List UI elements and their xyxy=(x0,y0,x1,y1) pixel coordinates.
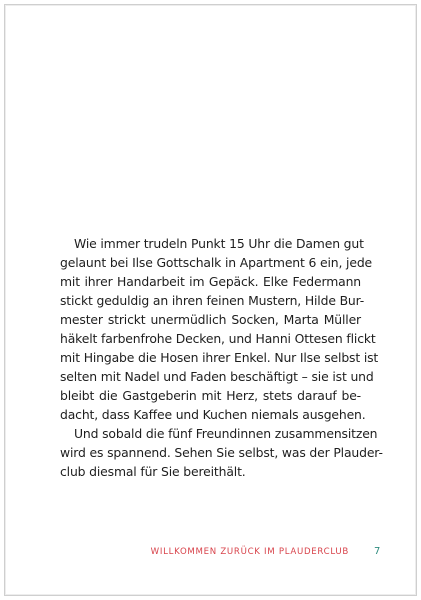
paragraph-2-line-2: wird es spannend. Sehen Sie selbst, was der Plauder- xyxy=(60,445,383,460)
paragraph-1-line-9: bleibt die Gastgeberin mit Herz, stets darauf be- xyxy=(60,388,361,403)
paragraph-1-line-8: selten mit Nadel und Faden beschäftigt – sie ist und xyxy=(60,369,374,384)
running-title: WILLKOMMEN ZURÜCK IM PLAUDERCLUB xyxy=(150,547,349,557)
paragraph-1-line-4: stickt geduldig an ihren feinen Mustern, Hilde Bur- xyxy=(60,293,365,308)
paragraph-1-line-10: dacht, dass Kaffee und Kuchen niemals ausgehen. xyxy=(60,407,366,422)
paragraph-1-line-3: mit ihrer Handarbeit im Gepäck. Elke Federmann xyxy=(60,274,361,289)
paragraph-1-line-6: häkelt farbenfrohe Decken, und Hanni Ottesen flickt xyxy=(60,331,376,346)
page-number: 7 xyxy=(374,546,381,557)
paragraph-1-line-1: Wie immer trudeln Punkt 15 Uhr die Damen gut xyxy=(74,236,364,251)
paragraph-2-line-3: club diesmal für Sie bereithält. xyxy=(60,464,246,479)
paragraph-2-line-1: Und sobald die fünf Freundinnen zusammensitzen xyxy=(74,426,378,441)
paragraph-1-line-2: gelaunt bei Ilse Gottschalk in Apartment 6 ein, jede xyxy=(60,255,373,270)
paragraph-1-line-7: mit Hingabe die Hosen ihrer Enkel. Nur Ilse selbst ist xyxy=(60,350,379,365)
paragraph-1-line-5: mester strickt unermüdlich Socken, Marta Müller xyxy=(60,312,361,327)
